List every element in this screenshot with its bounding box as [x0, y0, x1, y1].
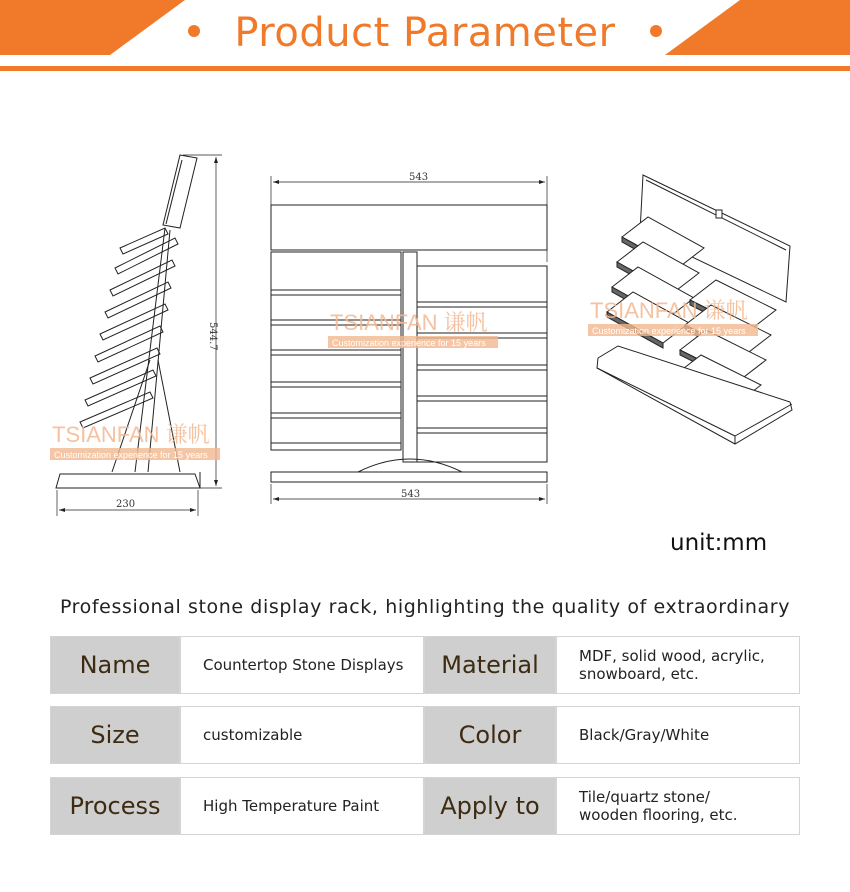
- param-row-name: [50, 636, 800, 696]
- param-value: Countertop Stone Displays: [180, 636, 424, 694]
- product-subtitle: Professional stone display rack, highlighting the quality of extraordinary: [59, 596, 791, 618]
- param-value: High Temperature Paint: [180, 777, 424, 835]
- header-banner: [0, 0, 850, 75]
- param-label: Process: [50, 777, 180, 835]
- svg-text:Customization experience for 1: Customization experience for 15 years: [332, 338, 486, 348]
- watermark-center: [328, 310, 498, 348]
- bullet-dot-right: [650, 25, 662, 37]
- technical-drawings: [0, 140, 850, 530]
- param-value: Black/Gray/White: [556, 706, 800, 764]
- param-label: Name: [50, 636, 180, 694]
- unit-label: unit:mm: [670, 530, 768, 556]
- param-value: MDF, solid wood, acrylic, snowboard, etc.: [556, 636, 800, 694]
- front-top-width-label: 543: [409, 172, 429, 183]
- param-label: Size: [50, 706, 180, 764]
- svg-text:TSIANFAN 谦帆: TSIANFAN 谦帆: [330, 310, 488, 335]
- svg-text:Customization experience for 1: Customization experience for 15 years: [592, 326, 746, 336]
- param-value: Tile/quartz stone/ wooden flooring, etc.: [556, 777, 800, 835]
- param-value: customizable: [180, 706, 424, 764]
- watermark-right: [588, 298, 758, 336]
- svg-text:Customization experience for 1: Customization experience for 15 years: [54, 450, 208, 460]
- watermark-left: [50, 422, 220, 460]
- page-title: [0, 10, 850, 56]
- param-label: Color: [424, 706, 556, 764]
- param-label: Material: [424, 636, 556, 694]
- param-row-size: [50, 706, 800, 766]
- side-height-label: 544.7: [207, 322, 218, 351]
- bullet-dot-left: [188, 25, 200, 37]
- front-bottom-width-label: 543: [401, 489, 421, 500]
- side-width-label: 230: [116, 499, 136, 510]
- param-row-process: [50, 777, 800, 837]
- drawings-svg: [0, 140, 850, 530]
- side-view-drawing: [56, 155, 222, 516]
- svg-text:TSIANFAN 谦帆: TSIANFAN 谦帆: [52, 422, 210, 447]
- side-view-shelves: [80, 228, 178, 428]
- svg-text:TSIANFAN 谦帆: TSIANFAN 谦帆: [590, 298, 748, 323]
- page-title-text: Product Parameter: [234, 10, 616, 56]
- param-label: Apply to: [424, 777, 556, 835]
